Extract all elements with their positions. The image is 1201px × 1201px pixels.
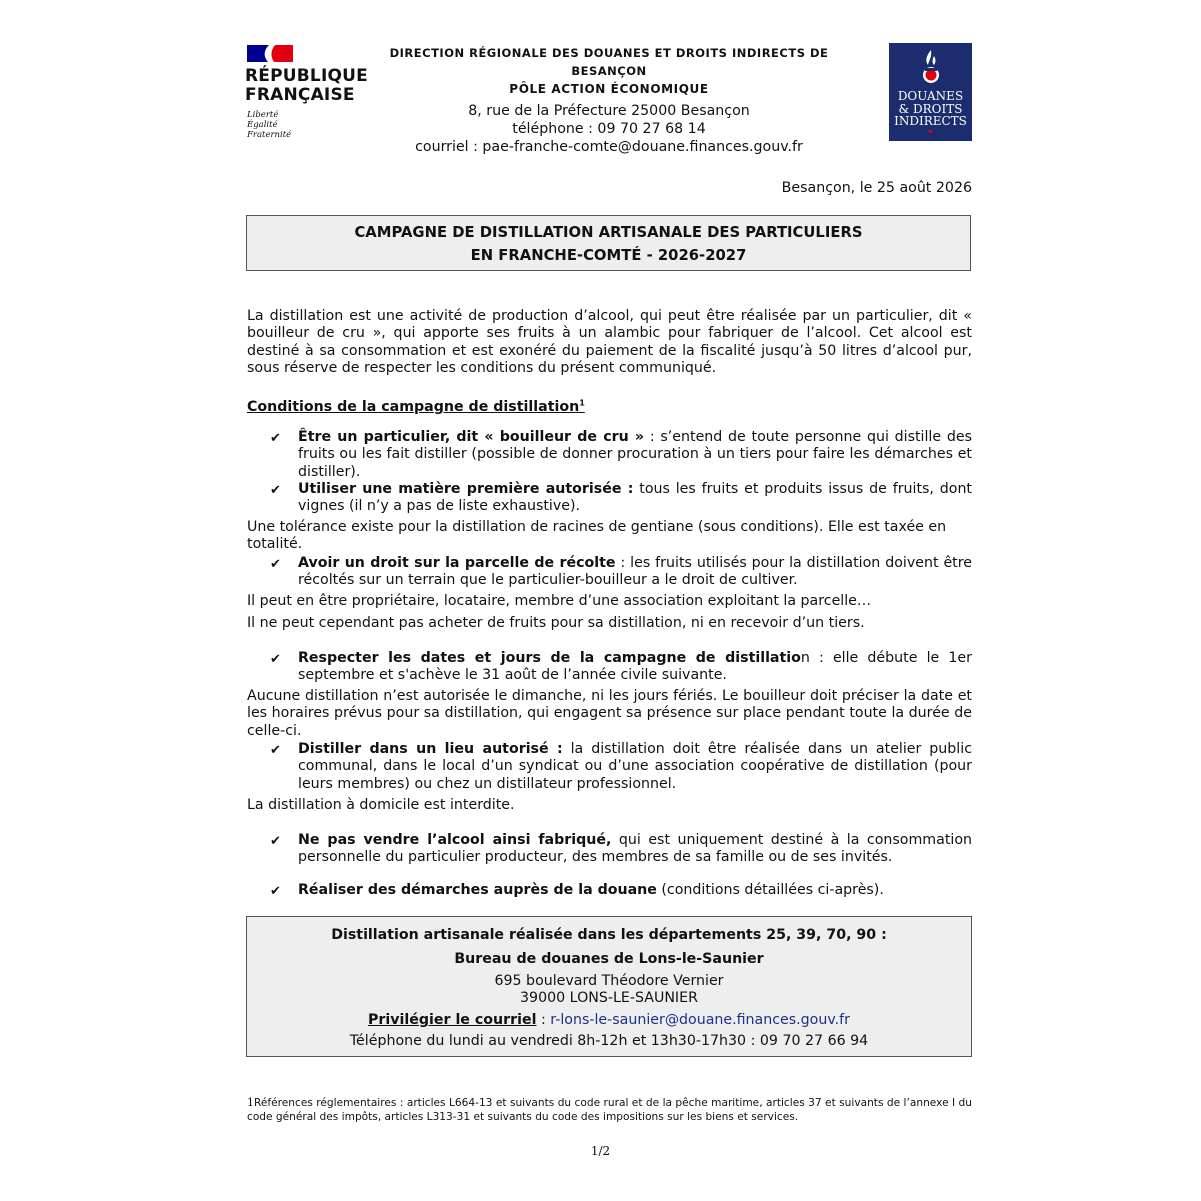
contact-box [246,916,972,1057]
footnote-ref: 1 [579,398,585,407]
motto-fraternite: Fraternité [247,130,292,140]
condition-text: la distillation doit être réalisée dans un atelier public communal, dans le local d’un syndicat ou d’une association coopérative de distillation (pour leurs membres) ou chez un distillateur professionnel. [298,741,972,792]
title-line-1: CAMPAGNE DE DISTILLATION ARTISANALE DES PARTICULIERS [354,224,863,241]
note-achat: Il ne peut cependant pas acheter de fruits pour sa distillation, ni en recevoir d’un tiers. [247,615,865,631]
motto-egalite: Égalité [247,120,278,130]
contact-city: 39000 LONS-LE-SAUNIER [520,990,698,1006]
condition-title: Être un particulier, dit « bouilleur de cru » [298,429,645,445]
page-number: 1/2 [590,1144,611,1158]
condition-title: Réaliser des démarches auprès de la douane [298,882,657,898]
pole-name: PÔLE ACTION ÉCONOMIQUE [509,82,709,96]
check-icon: ✔ [270,483,281,498]
condition-item [270,555,972,590]
french-flag-icon [247,45,293,62]
contact-office-name: Bureau de douanes de Lons-le-Saunier [454,951,764,967]
condition-text: (conditions détaillées ci-après). [656,882,884,898]
contact-street: 695 boulevard Théodore Vernier [494,973,724,989]
note-dimanche: Aucune distillation n’est autorisée le dimanche, ni les jours fériés. Le bouilleur doit préciser la date et les horaires prévus pour sa distillation, qui engagent sa présence sur place pendant toute la durée de celle-ci. [247,688,972,739]
condition-item [270,882,972,899]
contact-email-line [247,1012,971,1028]
marianne-flame-icon [916,48,946,88]
condition-text: : les fruits utilisés pour la distillation doivent être récoltés sur un terrain que le particulier-bouilleur a le droit de cultiver. [298,555,972,589]
email-separator: : [536,1012,551,1028]
condition-text: n : elle débute le 1er septembre et s'achève le 31 août de l’année civile suivante. [298,650,972,684]
check-icon: ✔ [270,431,281,446]
logo-line-1: DOUANES [897,89,964,103]
condition-text: qui est uniquement destiné à la consommation personnelle du particulier producteur, des membres de sa famille ou de ses invités. [298,832,972,866]
note-domicile: La distillation à domicile est interdite. [247,797,515,813]
republic-line-1: RÉPUBLIQUE [245,66,368,86]
footnote-number: 1 [247,1096,254,1109]
condition-item [270,832,972,867]
condition-title: Respecter les dates et jours de la campagne de distillatio [298,650,801,666]
condition-text: tous les fruits et produits issus de fruits, dont vignes (il n’y a pas de liste exhaustive). [298,481,972,515]
conditions-heading-text: Conditions de la campagne de distillation [247,398,580,415]
footnote [247,1096,972,1124]
footnote-text: Références réglementaires : articles L664-13 et suivants du code rural et de la pêche maritime, articles 37 et suivants de l’annexe I du code général des impôts, articles L313-31 et suivants du code des impositions sur les biens et services. [247,1097,972,1123]
republique-francaise-wordmark [245,67,368,105]
check-icon: ✔ [270,884,281,899]
douanes-logo [889,43,972,141]
check-icon: ✔ [270,652,281,667]
contact-departments: Distillation artisanale réalisée dans les départements 25, 39, 70, 90 : [331,927,887,943]
motto-liberte: Liberté [247,110,279,120]
contact-phone: Téléphone du lundi au vendredi 8h-12h et 13h30-17h30 : 09 70 27 66 94 [349,1033,869,1049]
condition-text: : s’entend de toute personne qui distille des fruits ou les fait distiller (possible de donner procuration à un tiers pour faire les démarches et distiller). [298,429,972,480]
condition-item [270,429,972,481]
logo-line-2: & DROITS [898,101,963,116]
check-icon: ✔ [270,557,281,572]
republic-line-2: FRANÇAISE [245,85,355,105]
logo-red-dot [929,130,932,133]
condition-item [270,741,972,793]
condition-item [270,650,972,685]
check-icon: ✔ [270,743,281,758]
condition-title: Ne pas vendre l’alcool ainsi fabriqué, [298,832,612,848]
email-link[interactable]: r-lons-le-saunier@douane.finances.gouv.fr [550,1012,850,1028]
sender-phone: téléphone : 09 70 27 68 14 [512,121,706,137]
document-date: Besançon, le 25 août 2026 [781,180,972,196]
logo-line-3: INDIRECTS [894,114,967,128]
condition-title: Avoir un droit sur la parcelle de récolte [298,555,616,571]
sender-block [370,44,848,156]
title-line-2: EN FRANCHE-COMTÉ - 2026-2027 [470,247,747,264]
document-title [246,215,971,271]
email-label: Privilégier le courriel [368,1012,537,1028]
intro-paragraph: La distillation est une activité de production d’alcool, qui peut être réalisée par un particulier, dit « bouilleur de cru », qui apporte ses fruits à un alambic pour fabriquer de l’alcool. Cet alcool est destiné à sa consommation et est exonéré du paiement de la fiscalité jusqu’à 50 litres d’alcool pur, sous réserve de respecter les conditions du présent communiqué. [247,308,972,376]
note-proprietaire: Il peut en être propriétaire, locataire, membre d’une association exploitant la parcelle… [247,593,872,609]
conditions-heading [247,394,972,416]
sender-email: courriel : pae-franche-comte@douane.finances.gouv.fr [415,139,803,155]
note-gentiane: Une tolérance existe pour la distillation de racines de gentiane (sous conditions). Elle est taxée en totalité. [247,519,947,553]
condition-title: Utiliser une matière première autorisée : [298,481,634,497]
check-icon: ✔ [270,834,281,849]
sender-address: 8, rue de la Préfecture 25000 Besançon [468,103,750,119]
condition-item [270,481,972,516]
direction-name: DIRECTION RÉGIONALE DES DOUANES ET DROITS INDIRECTS DE BESANÇON [389,46,829,78]
republic-motto [247,110,291,140]
condition-title: Distiller dans un lieu autorisé : [298,741,563,757]
